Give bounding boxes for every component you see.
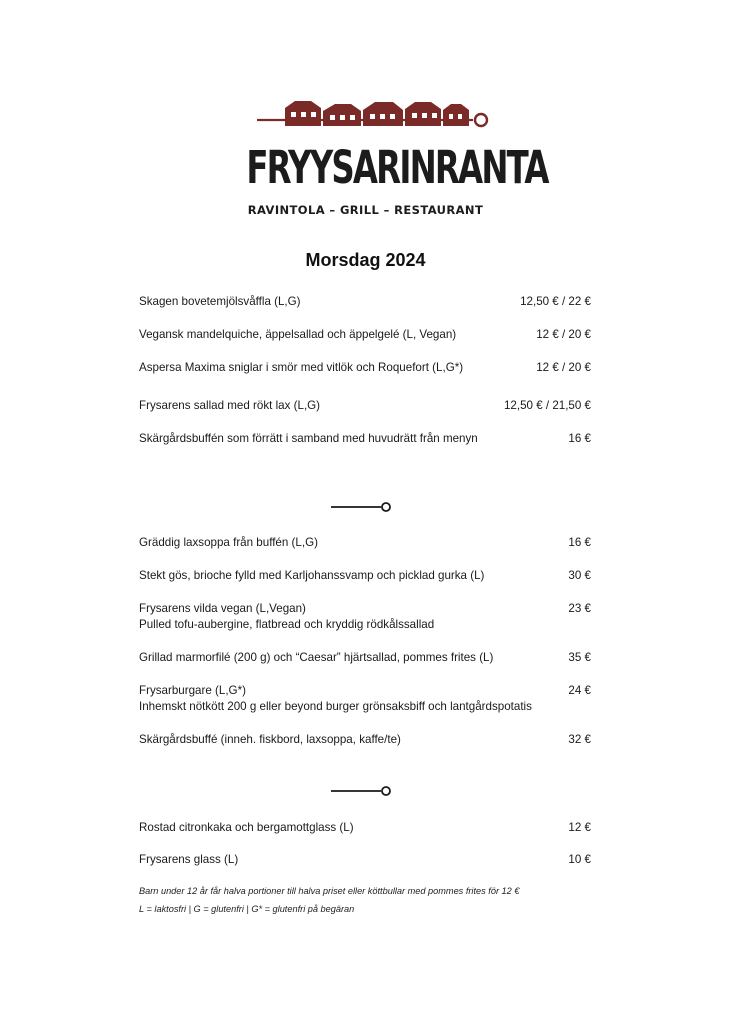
menu-item-price: 12 € — [568, 821, 591, 834]
skewer-divider-icon — [331, 500, 393, 514]
menu-item-name: Grillad marmorfilé (200 g) och “Caesar” hjärtsallad, pommes frites (L) — [139, 651, 494, 664]
menu-item-price: 35 € — [568, 651, 591, 664]
menu-item-name: Frysarburgare (L,G*) — [139, 684, 246, 697]
menu-item-name: Skärgårdsbuffén som förrätt i samband med huvudrätt från menyn — [139, 432, 478, 445]
menu-item-name: Stekt gös, brioche fylld med Karljohanssvamp och picklad gurka (L) — [139, 569, 485, 582]
brand-tagline: RAVINTOLA – GRILL – RESTAURANT — [247, 203, 484, 217]
menu-item-price: 12,50 € / 21,50 € — [503, 399, 591, 412]
menu-item-name: Frysarens glass (L) — [139, 853, 239, 866]
menu-item-price: 12 € / 20 € — [536, 328, 591, 341]
menu-title: Morsdag 2024 — [305, 250, 426, 270]
children-note: Barn under 12 år får halva portioner till halva priset eller köttbullar med pommes frites för 12 € — [139, 886, 520, 896]
menu-item-price: 24 € — [568, 684, 591, 697]
menu-item-name: Skärgårdsbuffé (inneh. fiskbord, laxsoppa, kaffe/te) — [139, 733, 401, 746]
allergen-legend: L = laktosfri | G = glutenfri | G* = glutenfri på begäran — [139, 904, 355, 914]
menu-item-name: Vegansk mandelquiche, äppelsallad och äppelgelé (L, Vegan) — [139, 328, 457, 341]
menu-item-name: Skagen bovetemjölsvåffla (L,G) — [139, 295, 301, 308]
logo-houses-skewer-icon — [255, 96, 491, 132]
menu-item-price: 16 € — [568, 536, 591, 549]
menu-item-description: Pulled tofu-aubergine, flatbread och kryddig rödkålssallad — [139, 618, 435, 631]
menu-item-price: 12,50 € / 22 € — [520, 295, 591, 308]
skewer-divider-icon — [331, 784, 393, 798]
menu-item-name: Frysarens vilda vegan (L,Vegan) — [139, 602, 306, 615]
menu-item-name: Frysarens sallad med rökt lax (L,G) — [139, 399, 321, 412]
menu-item-price: 23 € — [568, 602, 591, 615]
menu-item-name: Gräddig laxsoppa från buffén (L,G) — [139, 536, 318, 549]
menu-item-price: 12 € / 20 € — [536, 361, 591, 374]
menu-item-price: 10 € — [568, 853, 591, 866]
menu-item-description: Inhemskt nötkött 200 g eller beyond burger grönsaksbiff och lantgårdspotatis — [139, 700, 532, 713]
menu-item-price: 30 € — [568, 569, 591, 582]
brand-name: FRYYSARINRANTA — [246, 141, 548, 194]
menu-item-price: 16 € — [568, 432, 591, 445]
menu-item-name: Aspersa Maxima sniglar i smör med vitlök och Roquefort (L,G*) — [139, 361, 464, 374]
menu-item-name: Rostad citronkaka och bergamottglass (L) — [139, 821, 354, 834]
menu-item-price: 32 € — [568, 733, 591, 746]
